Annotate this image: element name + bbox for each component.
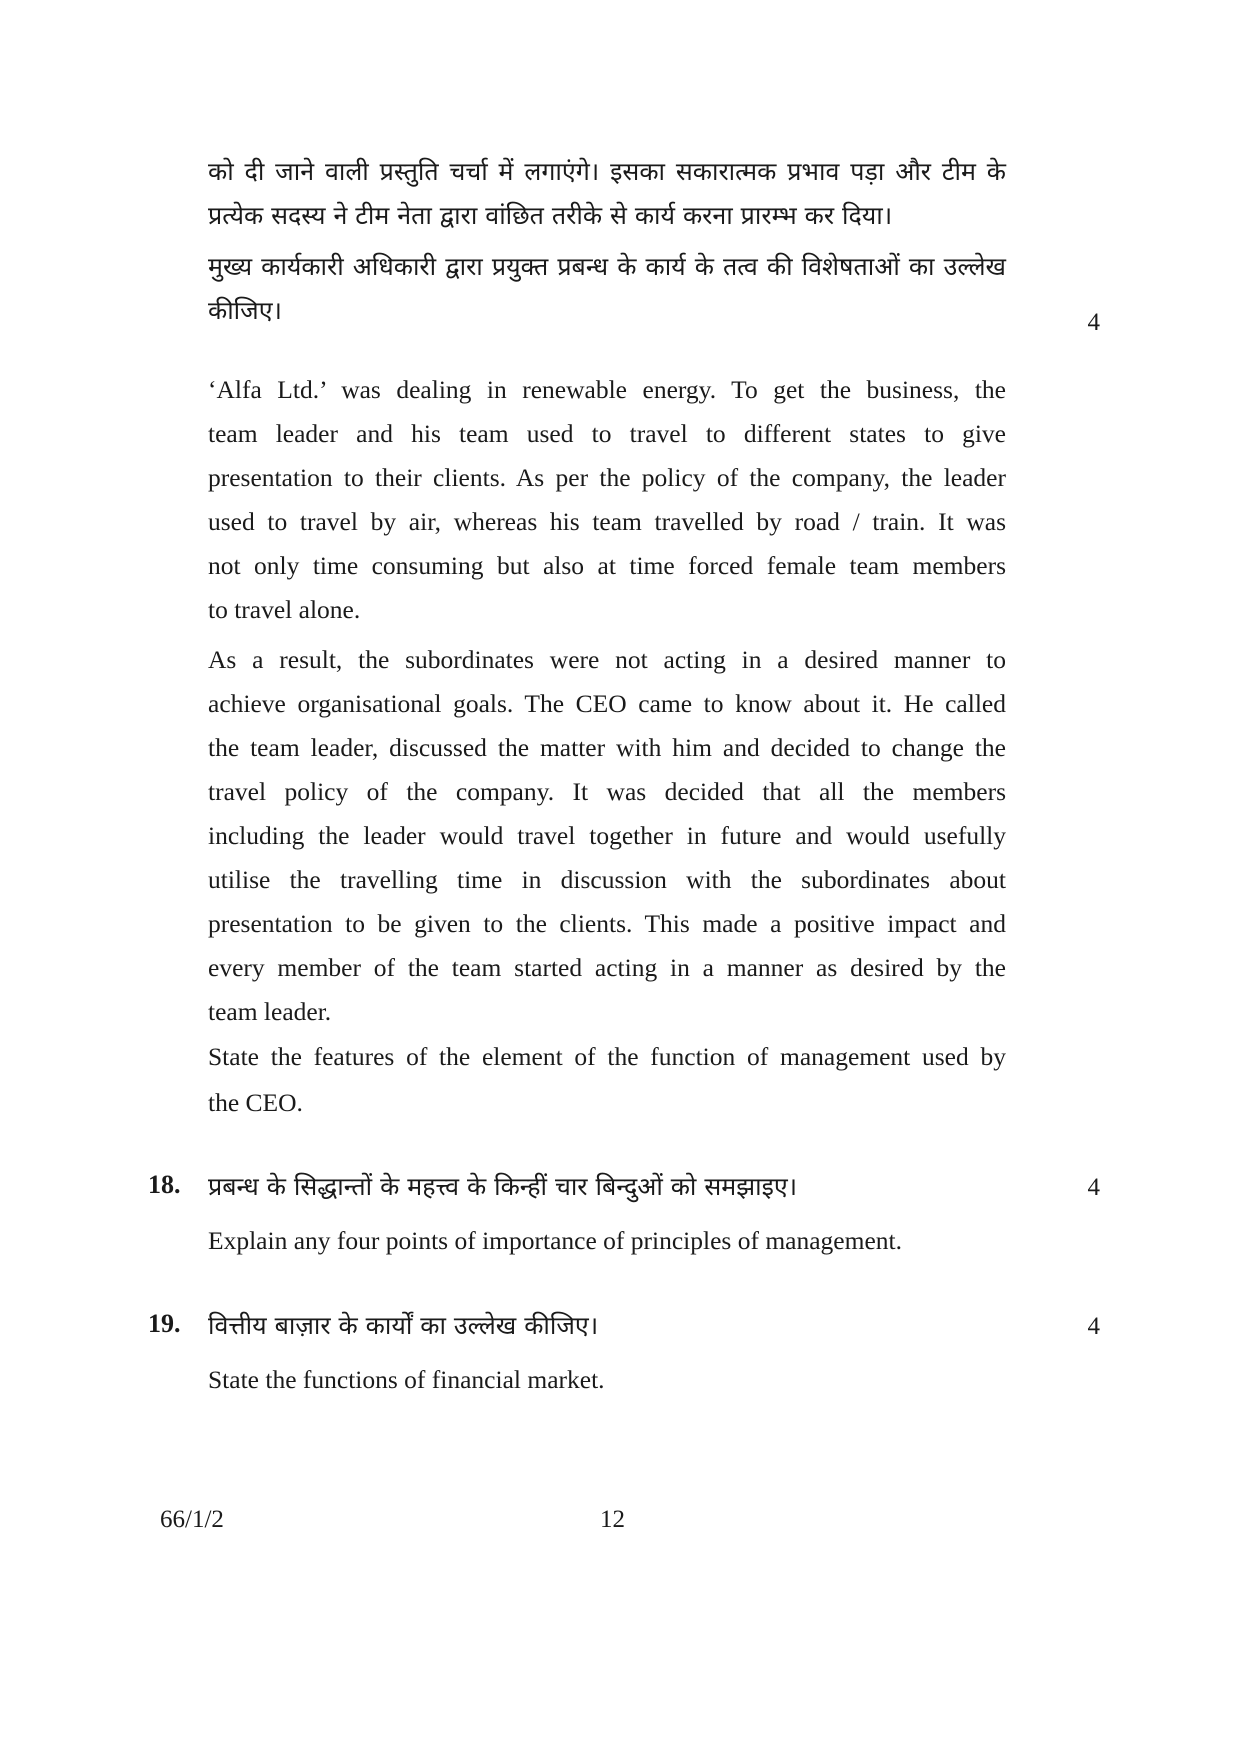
- paper-code: 66/1/2: [160, 1506, 224, 1533]
- hindi-question-marks: 4: [1087, 309, 1100, 336]
- question-18-number: 18.: [148, 1170, 181, 1199]
- passage-line: presentation to be given to the clients. This made a positive impact and: [208, 909, 1006, 938]
- question-19: [208, 1304, 1006, 1402]
- question-19-english: State the functions of financial market.: [208, 1365, 605, 1394]
- question-18-english: Explain any four points of importance of principles of management.: [208, 1226, 902, 1255]
- question-19-number: 19.: [148, 1309, 181, 1338]
- passage-line: used to travel by air, whereas his team travelled by road / train. It was: [208, 507, 1006, 536]
- hindi-question-line: कीजिए।: [208, 296, 283, 325]
- question-19-marks: 4: [1087, 1313, 1100, 1340]
- question-19-hindi: वित्तीय बाज़ार के कार्यों का उल्लेख कीजिए।: [208, 1311, 599, 1340]
- english-passage-paragraph-2: [208, 638, 1006, 1034]
- page-number: 12: [600, 1506, 625, 1533]
- hindi-passage-line: को दी जाने वाली प्रस्तुति चर्चा में लगाएंगे। इसका सकारात्मक प्रभाव पड़ा और टीम के: [208, 157, 1006, 186]
- passage-line: presentation to their clients. As per the policy of the company, the leader: [208, 463, 1006, 492]
- passage-line: to travel alone.: [208, 595, 361, 624]
- passage-line: travel policy of the company. It was decided that all the members: [208, 777, 1006, 806]
- passage-line: As a result, the subordinates were not acting in a desired manner to: [208, 645, 1006, 674]
- question-18: [208, 1165, 1006, 1263]
- question-18-hindi: प्रबन्ध के सिद्धान्तों के महत्त्व के किन्हीं चार बिन्दुओं को समझाइए।: [208, 1172, 798, 1201]
- english-passage-paragraph-1: [208, 368, 1006, 632]
- english-question: [208, 1034, 1006, 1126]
- english-question-line: State the features of the element of the function of management used by: [208, 1042, 1006, 1071]
- hindi-question: [208, 245, 1006, 333]
- hindi-passage-line: प्रत्येक सदस्य ने टीम नेता द्वारा वांछित तरीके से कार्य करना प्रारम्भ कर दिया।: [208, 201, 893, 230]
- passage-line: team leader and his team used to travel to different states to give: [208, 419, 1006, 448]
- passage-line: ‘Alfa Ltd.’ was dealing in renewable energy. To get the business, the: [208, 375, 1006, 404]
- passage-line: every member of the team started acting in a manner as desired by the: [208, 953, 1006, 982]
- passage-line: achieve organisational goals. The CEO came to know about it. He called: [208, 689, 1006, 718]
- hindi-question-line: मुख्य कार्यकारी अधिकारी द्वारा प्रयुक्त प्रबन्ध के कार्य के तत्व की विशेषताओं का उल्लेख: [208, 252, 1006, 281]
- question-18-marks: 4: [1087, 1174, 1100, 1201]
- passage-line: not only time consuming but also at time forced female team members: [208, 551, 1006, 580]
- english-question-line: the CEO.: [208, 1088, 303, 1117]
- passage-line: team leader.: [208, 997, 332, 1026]
- passage-line: including the leader would travel together in future and would usefully: [208, 821, 1006, 850]
- passage-line: the team leader, discussed the matter with him and decided to change the: [208, 733, 1006, 762]
- passage-line: utilise the travelling time in discussion with the subordinates about: [208, 865, 1006, 894]
- hindi-passage: [208, 150, 1006, 238]
